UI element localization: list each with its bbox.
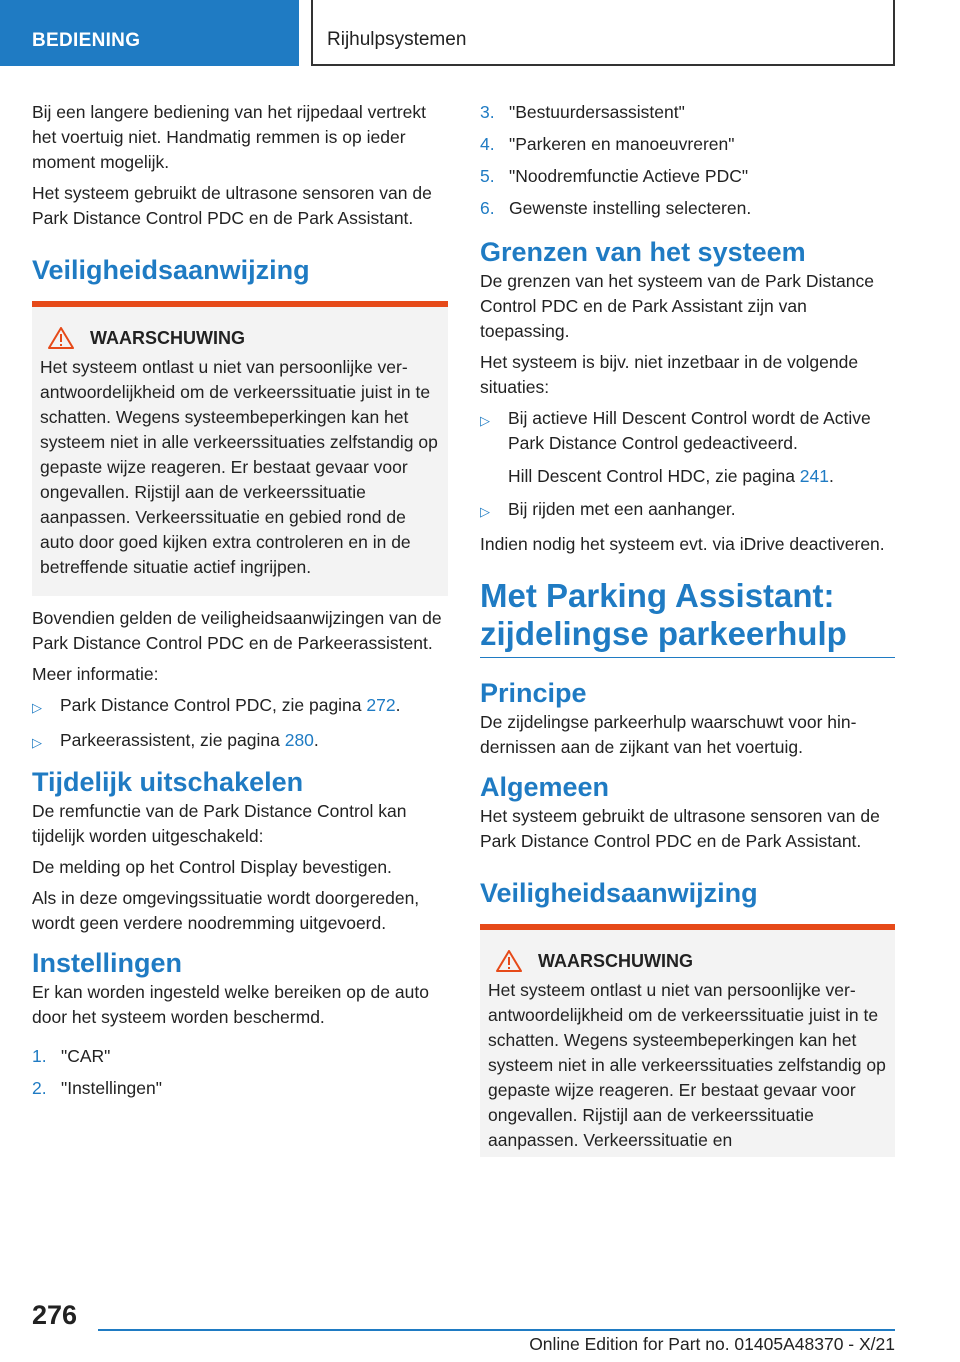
list-item: ▷ Park Distance Control PDC, zie pagina 272.	[32, 693, 448, 720]
page-number: 276	[32, 1300, 78, 1330]
paragraph: De zijdelingse parkeerhulp waarschuwt voor hindernissen aan de zijkant van het voertuig.	[480, 712, 857, 757]
paragraph: Bovendien gelden de veiligheidsaanwijzingen van de Park Distance Control PDC en de Parkeerassistent.	[32, 608, 442, 653]
heading-settings: Instellingen	[32, 948, 183, 978]
bullet-triangle-icon: ▷	[32, 735, 42, 750]
list-item: ▷ Parkeerassistent, zie pagina 280.	[32, 728, 448, 755]
warning-label: WAARSCHUWING	[90, 327, 245, 348]
chapter-heading: Met Parking Assistant: zijdelingse parkeerhulp	[480, 577, 895, 658]
warning-triangle-icon	[496, 950, 522, 972]
step-text: "Noodremfunctie Actieve PDC"	[509, 166, 749, 186]
paragraph: Het systeem is bijv. niet inzetbaar in de volgende situaties:	[480, 352, 859, 397]
page-header	[0, 0, 960, 66]
heading-safety: Veiligheidsaanwijzing	[480, 878, 758, 908]
warning-triangle-icon	[48, 327, 74, 349]
step-item	[480, 132, 895, 157]
step-item	[480, 164, 895, 189]
warning-title	[40, 327, 440, 349]
list-text: Bij rijden met een aanhanger.	[508, 499, 736, 519]
heading-general: Algemeen	[480, 772, 610, 802]
subsection-title: Rijhulpsystemen	[311, 0, 895, 66]
warning-title	[488, 950, 887, 972]
list-text: Bij actieve Hill Descent Control wordt de Active Park Distance Control gedeactiveerd.	[508, 408, 871, 453]
heading-principle: Principe	[480, 678, 587, 708]
paragraph: Bij een langere bediening van het rijpedaal vertrekt het voertuig niet. Handmatig remmen is op ieder moment mogelijk.	[32, 102, 427, 172]
warning-text: Het systeem ontlast u niet van persoonlijke verantwoordelijkheid om de verkeerssituatie juist in te schatten. Wegens systeembeperkingen kan het systeem niet in alle verkeerssituaties zelfstandig op gepaste wijze reageren. Er bestaat gevaar voor ongevallen. Rijstijl aan de verkeerssituatie aanpassen. Verkeerssituatie en gebied rond de auto door goed kijken extra controleren en in de betreffende situatie actief ingrijpen.	[40, 357, 438, 577]
page-link-272[interactable]: 272	[366, 695, 396, 715]
step-text: "Parkeren en manoeuvreren"	[509, 134, 735, 154]
heading-system-limits: Grenzen van het systeem	[480, 237, 806, 267]
step-number: 1.	[32, 1046, 47, 1066]
step-number: 2.	[32, 1078, 47, 1098]
step-number: 3.	[480, 102, 495, 122]
list-item	[480, 406, 895, 456]
list-subtext: Hill Descent Control HDC, zie pagina 241.	[508, 466, 834, 486]
step-text: Gewenste instelling selecteren.	[509, 198, 752, 218]
warning-label: WAARSCHUWING	[538, 950, 693, 971]
step-text: "CAR"	[61, 1046, 111, 1066]
step-number: 5.	[480, 166, 495, 186]
warning-text: Het systeem ontlast u niet van persoonlijke verantwoordelijkheid om de verkeerssituatie juist in te schatten. Wegens systeembeperkingen kan het systeem niet in alle verkeerssituaties zelfstandig op gepaste wijze reageren. Er bestaat gevaar voor ongevallen. Rijstijl aan de verkeerssituatie aanpassen. Verkeerssituatie en	[488, 980, 886, 1150]
step-item	[480, 100, 895, 125]
step-number: 6.	[480, 198, 495, 218]
warning-box	[480, 924, 895, 1157]
paragraph: De melding op het Control Display bevestigen.	[32, 857, 392, 877]
footer-divider	[98, 1329, 895, 1331]
right-column	[480, 100, 895, 1167]
paragraph: Meer informatie:	[32, 664, 159, 684]
left-column	[32, 100, 448, 1108]
warning-box	[32, 301, 448, 596]
step-text: "Instellingen"	[61, 1078, 162, 1098]
heading-safety: Veiligheidsaanwijzing	[32, 255, 310, 285]
list-item	[480, 497, 895, 524]
page-link-241[interactable]: 241	[799, 466, 829, 486]
step-text: "Bestuurdersassistent"	[509, 102, 685, 122]
paragraph: De grenzen van het systeem van de Park Distance Control PDC en de Park Assistant zijn van toepassing.	[480, 271, 874, 341]
bullet-triangle-icon: ▷	[32, 700, 42, 715]
page-link-280[interactable]: 280	[284, 730, 314, 750]
paragraph: De remfunctie van de Park Distance Control kan tijdelijk worden uitgeschakeld:	[32, 801, 407, 846]
paragraph: Het systeem gebruikt de ultrasone sensoren van de Park Distance Control PDC en de Park Assistant.	[480, 806, 880, 851]
bullet-triangle-icon: ▷	[480, 504, 490, 519]
paragraph: Indien nodig het systeem evt. via iDrive deactiveren.	[480, 534, 885, 554]
heading-temporary-disable: Tijdelijk uitschakelen	[32, 767, 304, 797]
footer-edition: Online Edition for Part no. 01405A48370 - X/21	[529, 1334, 895, 1354]
paragraph: Er kan worden ingesteld welke bereiken op de auto door het systeem worden beschermd.	[32, 982, 429, 1027]
step-item	[32, 1076, 448, 1101]
paragraph: Het systeem gebruikt de ultrasone sensoren van de Park Distance Control PDC en de Park Assistant.	[32, 183, 432, 228]
paragraph: Als in deze omgevingssituatie wordt doorgereden, wordt geen verdere noodremming uitgevoerd.	[32, 888, 420, 933]
section-tab: BEDIENING	[0, 0, 299, 66]
bullet-triangle-icon: ▷	[480, 413, 490, 428]
step-number: 4.	[480, 134, 495, 154]
step-item	[32, 1044, 448, 1069]
step-item	[480, 196, 895, 221]
